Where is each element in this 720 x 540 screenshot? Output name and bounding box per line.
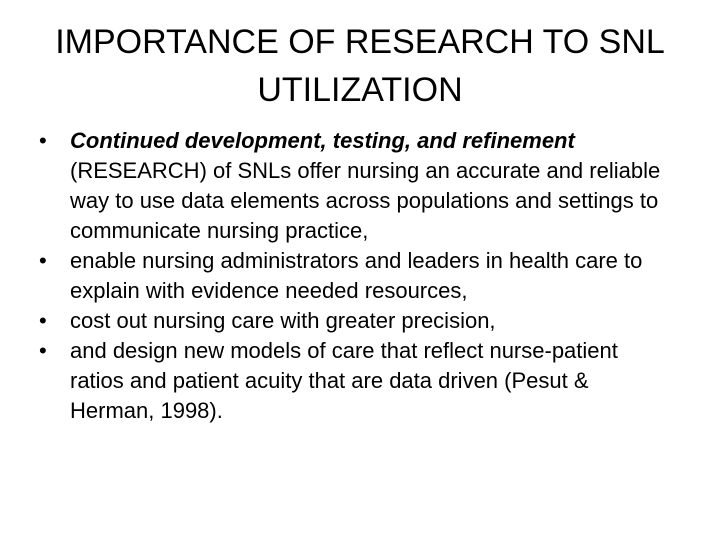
bullet-list [36,126,676,426]
bullet-emphasis: Continued development, testing, and refinement [70,128,575,153]
slide-title-line-1: IMPORTANCE OF RESEARCH TO SNL [55,23,665,61]
bullet-text: enable nursing administrators and leaders in health care to explain with evidence needed resources, [70,248,643,303]
bullet-item [36,126,676,246]
bullet-item [36,336,676,426]
bullet-text: (RESEARCH) of SNLs offer nursing an accurate and reliable way to use data elements across populations and settings to communicate nursing practice, [70,158,661,243]
bullet-text: and design new models of care that reflect nurse-patient ratios and patient acuity that are data driven (Pesut & Herman, 1998). [70,338,618,423]
bullet-item [36,246,676,306]
bullet-item [36,306,676,336]
bullet-icon: • [39,308,47,333]
bullet-text: cost out nursing care with greater precision, [70,308,496,333]
slide-title [36,18,684,114]
bullet-icon: • [39,338,47,363]
bullet-icon: • [39,128,47,153]
slide-title-line-2: UTILIZATION [257,71,463,109]
bullet-icon: • [39,248,47,273]
